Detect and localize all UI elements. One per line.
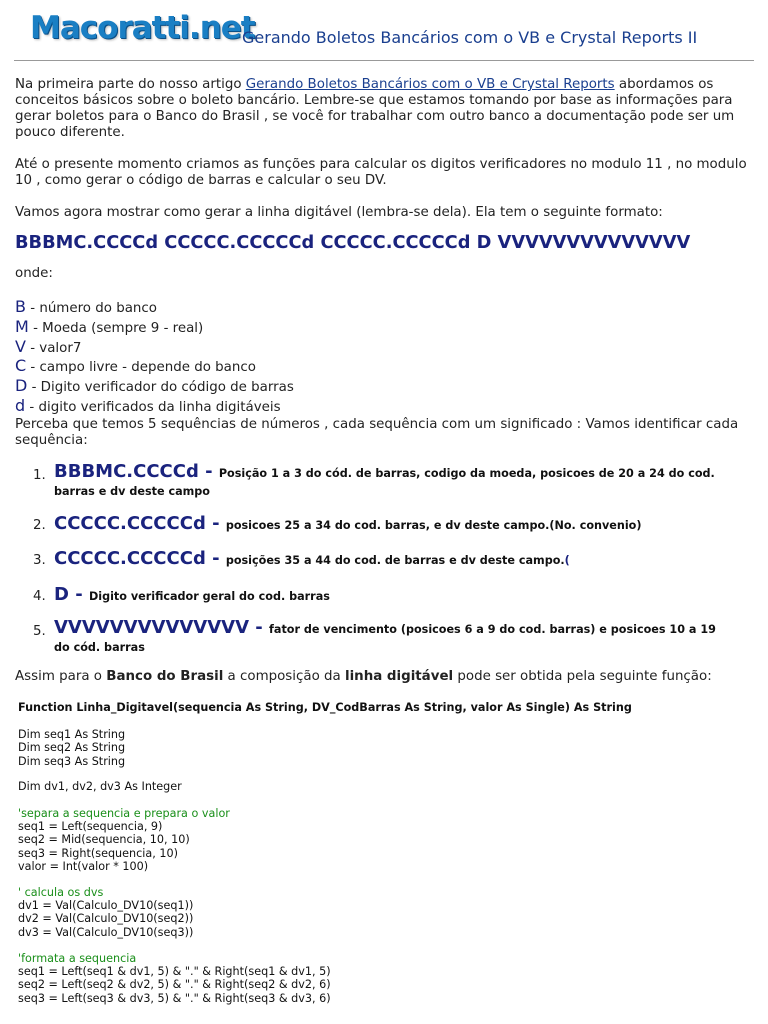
- legend-key: M: [15, 316, 29, 336]
- legend-key: D: [15, 376, 28, 396]
- legend-item: [15, 397, 294, 417]
- intro-text: Na primeira parte do nosso artigo: [15, 77, 246, 92]
- assim-text-end: pode ser obtida pela seguinte função:: [453, 669, 712, 684]
- legend-item: [15, 377, 294, 397]
- legend-text: - número do banco: [25, 301, 157, 316]
- legend-list: [15, 298, 294, 417]
- sequence-number: 2.: [33, 518, 46, 533]
- legend-item: [15, 298, 294, 318]
- sequence-intro: Perceba que temos 5 sequências de números , cada sequência com um significado : Vamos identificar cada sequência:: [15, 417, 739, 448]
- legend-text: - campo livre - depende do banco: [26, 360, 256, 376]
- legend-item: [15, 357, 294, 377]
- sequence-code: VVVVVVVVVVVVVV -: [54, 617, 270, 638]
- sequence-paren: (: [564, 554, 570, 567]
- legend-key: B: [15, 297, 26, 316]
- sequence-number: 3.: [33, 553, 46, 568]
- sequence-number: 5.: [33, 624, 46, 639]
- intro-paragraph-1: [15, 77, 757, 141]
- sequence-description: posições 35 a 44 do cod. de barras e dv deste campo.: [225, 554, 565, 567]
- sequence-number: 1.: [33, 468, 46, 483]
- assim-text-mid: a composição da: [223, 669, 345, 684]
- code-comment: ' calcula os dvs: [18, 886, 104, 899]
- site-logo[interactable]: Macoratti.net: [30, 10, 255, 46]
- legend-key: C: [15, 356, 27, 376]
- legend-text: - Moeda (sempre 9 - real): [28, 320, 204, 336]
- code-block: dv1 = Val(Calculo_DV10(seq1)) dv2 = Val(Calculo_DV10(seq2)) dv3 = Val(Calculo_DV10(seq3)): [18, 899, 194, 939]
- legend-item: [15, 338, 294, 358]
- bank-name: Banco do Brasil: [106, 669, 224, 684]
- sequence-code: CCCCC.CCCCCd -: [54, 513, 226, 534]
- sequence-description-cont: do cód. barras: [54, 641, 145, 654]
- onde-label: onde:: [15, 266, 53, 281]
- sequence-description: Digito verificador geral do cod. barras: [88, 590, 330, 603]
- function-signature: Function Linha_Digitavel(sequencia As String, DV_CodBarras As String, valor As Single) As String: [18, 701, 632, 714]
- article-link[interactable]: Gerando Boletos Bancários com o VB e Crystal Reports: [245, 77, 615, 92]
- code-comment: 'formata a sequencia: [18, 952, 137, 965]
- legend-text: - digito verificados da linha digitáveis: [25, 399, 281, 415]
- sequence-description: posicoes 25 a 34 do cod. barras, e dv deste campo.(No. convenio): [225, 519, 642, 532]
- intro-section: [15, 77, 757, 221]
- header-divider: [14, 60, 754, 61]
- code-dim-dv: Dim dv1, dv2, dv3 As Integer: [18, 780, 182, 793]
- code-dims: Dim seq1 As String Dim seq2 As String Dim seq3 As String: [18, 728, 126, 768]
- sequence-description: Posição 1 a 3 do cód. de barras, codigo da moeda, posicoes de 20 a 24 do cod.: [218, 467, 715, 480]
- legend-text: - Digito verificador do código de barras: [27, 380, 294, 396]
- sequence-code: BBBMC.CCCCd -: [54, 461, 219, 482]
- code-comment: 'separa a sequencia e prepara o valor: [18, 807, 230, 820]
- sequence-description: fator de vencimento (posicoes 6 a 9 do cod. barras) e posicoes 10 a 19: [269, 623, 716, 636]
- assim-paragraph: [15, 669, 712, 684]
- legend-key: d: [15, 395, 26, 415]
- code-block: seq1 = Left(seq1 & dv1, 5) & "." & Right(seq1 & dv1, 5) seq2 = Left(seq2 & dv2, 5) & "." & Right(seq2 & dv2, 6) seq3 = Left(seq3 & dv3, 5) & "." & Right(seq3 & dv3, 6): [18, 965, 331, 1005]
- sequence-code: CCCCC.CCCCCd -: [54, 548, 226, 569]
- intro-paragraph-2: Até o presente momento criamos as funções para calcular os digitos verificadores no modulo 11 , no modulo 10 , como gerar o código de barras e calcular o seu DV.: [15, 157, 747, 188]
- intro-paragraph-3: Vamos agora mostrar como gerar a linha digitável (lembra-se dela). Ela tem o seguinte formato:: [15, 205, 663, 220]
- page-title: Gerando Boletos Bancários com o VB e Crystal Reports II: [242, 28, 698, 47]
- page-header: [0, 0, 768, 60]
- assim-text: Assim para o: [15, 669, 107, 684]
- legend-item: [15, 318, 294, 338]
- sequence-number: 4.: [33, 589, 46, 604]
- sequence-description-cont: barras e dv deste campo: [54, 485, 210, 498]
- code-block: seq1 = Left(sequencia, 9) seq2 = Mid(sequencia, 10, 10) seq3 = Right(sequencia, 10) valor = Int(valor * 100): [18, 820, 190, 873]
- term-linha-digitavel: linha digitável: [344, 669, 454, 684]
- intro-text-cont: abordamos os conceitos básicos sobre o boleto bancário. Lembre-se que estamos tomando por base as informações para gerar boletos para o Banco do Brasil , se você for trabalhar com outro banco a documentação pode ser um pouco diferente.: [15, 77, 735, 140]
- legend-text: - valor7: [25, 340, 82, 356]
- format-line: BBBMC.CCCCd CCCCC.CCCCCd CCCCC.CCCCCd D VVVVVVVVVVVVVV: [15, 232, 691, 253]
- legend-key: V: [15, 336, 26, 356]
- sequence-code: D -: [54, 584, 89, 605]
